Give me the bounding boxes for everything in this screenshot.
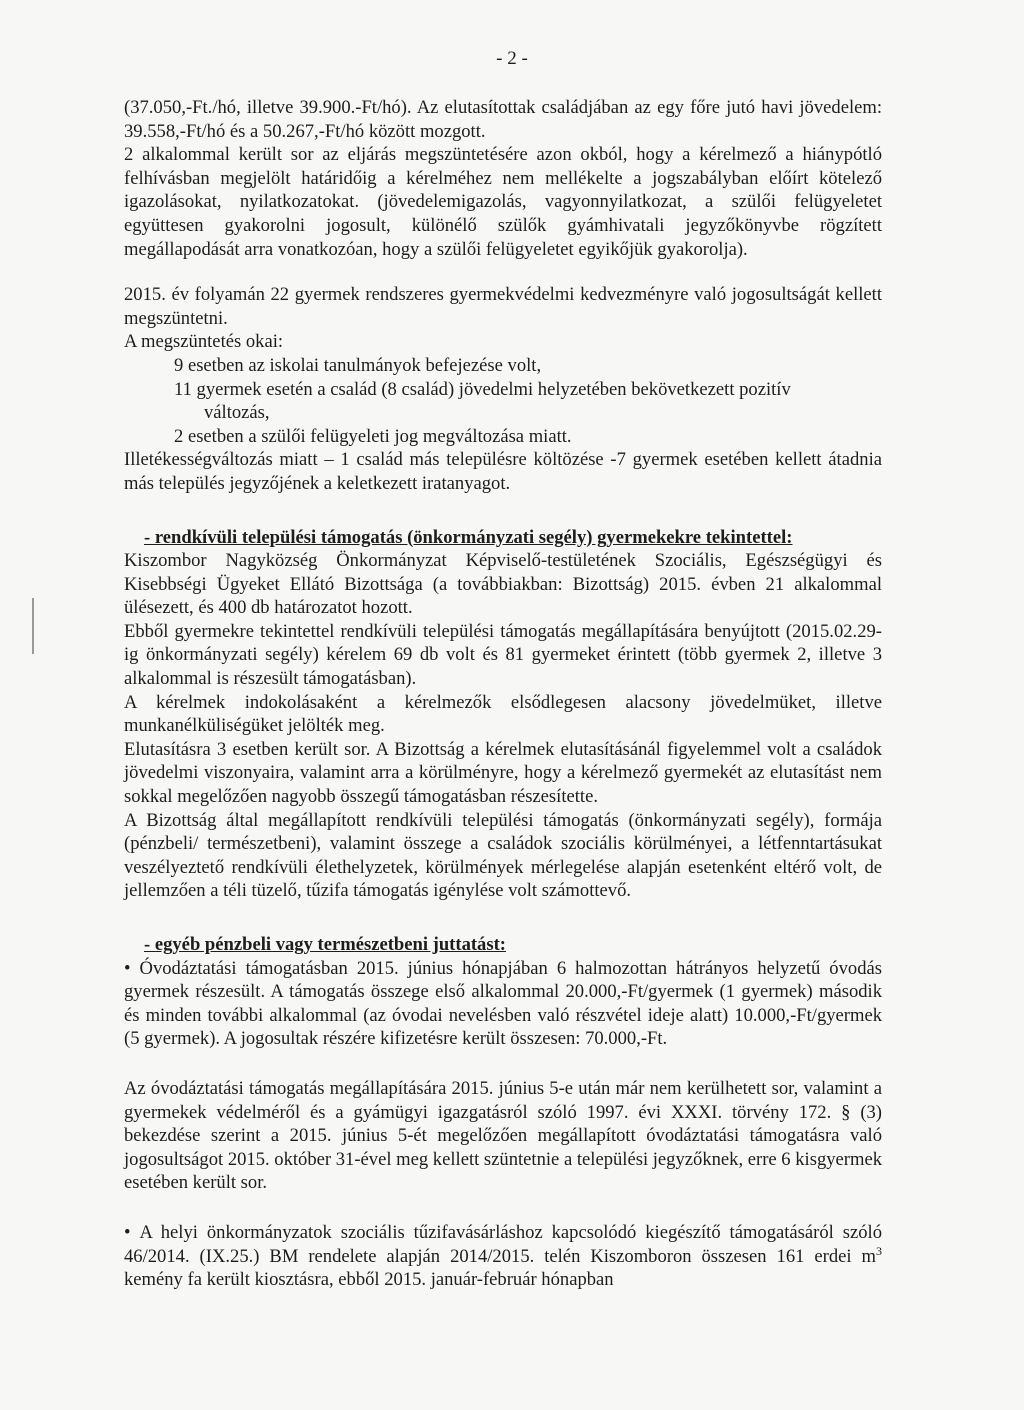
paragraph-income-range: (37.050,-Ft./hó, illetve 39.900.-Ft/hó). Az elutasítottak családjában az egy főre jutó havi jövedelem: 39.558,-Ft/hó és a 50.267,-Ft/hó között mozgott. bbox=[124, 97, 882, 142]
paragraph-application-reasons: A kérelmek indokolásaként a kérelmezők elsődlegesen alacsony jövedelmüket, illetve munkanélküliségüket jelölték meg. bbox=[124, 691, 882, 737]
page-number: - 2 - bbox=[496, 48, 528, 69]
paragraph-termination-reasons-label: A megszüntetés okai: bbox=[124, 331, 284, 353]
paragraph-support-forms: A Bizottság által megállapított rendkívüli települési támogatás (önkormányzati segély), formája (pénzbeli/ természetbeni), valamint összege a családok szociális körülményei, a létfenntartásukat veszélyeztető rendkívüli élethelyzetek, körülmények mérlegelése alapján esetenként eltérő volt, de jellemzően a téli tüzelő, tűzifa támogatás igénylése volt számottevő. bbox=[124, 809, 882, 902]
paragraph-rejections: Elutasításra 3 esetben került sor. A Bizottság a kérelmek elutasításánál figyelemmel volt a családok jövedelmi viszonyaira, valamint arra a körülményre, hogy a kérelmező gyermekét az elutasítást nem sokkal megelőzően nagyobb összegű támogatásban részesítette. bbox=[124, 738, 882, 808]
reason-item-income-continued: változás, bbox=[204, 402, 270, 424]
document-body bbox=[124, 96, 882, 1292]
paragraph-procedure-termination: 2 alkalommal került sor az eljárás megszüntetésére azon okból, hogy a kérelmező a hiánypótló felhívásban megjelölt határidőig a kérelméhez nem mellékelte a jogszabályban előírt kötelező igazolásokat, nyilatkozatokat. (jövedelemigazolás, vagyonnyilatkozat, a szülői felügyeletet együttesen gyakorolni jogosult, különélő szülők gyámhivatali jegyzőkönyvbe rögzített megállapodását arra vonatkozóan, hogy a szülői felügyeletet egyikőjük gyakorolja). bbox=[124, 144, 882, 260]
paragraph-entitlement-termination: 2015. év folyamán 22 gyermek rendszeres gyermekvédelmi kedvezményre való jogosultságát kellett megszüntetni. bbox=[124, 284, 882, 329]
paragraph-kindergarten-support-end: Az óvodáztatási támogatás megállapítására 2015. június 5-e után már nem kerülhetett sor, valamint a gyermekek védelméről és a gyámügyi igazgatásról szóló 1997. évi XXXI. törvény 172. § (3) bekezdése szerint a 2015. június 5-ét megelőzően megállapított óvodáztatási támogatásra való jogosultságot 2015. október 31-ével meg kellett szüntetnie a települési jegyzőknek, erre 6 kisgyermek esetében került sor. bbox=[124, 1077, 882, 1194]
reason-item-studies: 9 esetben az iskolai tanulmányok befejezése volt, bbox=[174, 354, 542, 376]
reason-item-income: 11 gyermek esetén a család (8 család) jövedelmi helyzetében bekövetkezett pozitív bbox=[174, 378, 791, 400]
bullet-firewood-support bbox=[124, 1221, 882, 1292]
firewood-text-part1: A helyi önkormányzatok szociális tűzifavásárláshoz kapcsolódó kiegészítő támogatásáról szóló 46/2014. (IX.25.) BM rendelete alapján 2014/2015. telén Kiszomboron összesen 161 erdei m bbox=[124, 1221, 882, 1267]
section-heading-other-benefits: - egyéb pénzbeli vagy természetbeni juttatást: bbox=[144, 934, 506, 955]
reason-item-custody: 2 esetben a szülői felügyeleti jog megváltozása miatt. bbox=[174, 425, 572, 447]
bullet-kindergarten-support: • Óvodáztatási támogatásban 2015. június hónapjában 6 halmozottan hátrányos helyzetű óvodás gyermek részesült. A támogatás összege első alkalommal 20.000,-Ft/gyermek (1 gyermek) második és minden további alkalommal (az óvodai nevelésben való részvétel ideje alatt) 10.000,-Ft/gyermek (5 gyermek). A jogosultak részére kifizetésre került összesen: 70.000,-Ft. bbox=[124, 957, 882, 1051]
section-heading-extraordinary-support: - rendkívüli települési támogatás (önkormányzati segély) gyermekekre tekintettel: bbox=[144, 526, 793, 548]
paragraph-jurisdiction-change: Illetékességváltozás miatt – 1 család más településre költözése -7 gyermek esetében kellett átadnia más település jegyzőjének a keletkezett iratanyagot. bbox=[124, 449, 882, 494]
paragraph-applications: Ebből gyermekre tekintettel rendkívüli települési támogatás megállapítására benyújtott (2015.02.29-ig önkormányzati segély) kérelem 69 db volt és 81 gyermeket érintett (több gyermek 2, illetve 3 alkalommal is részesült támogatásban). bbox=[124, 620, 882, 690]
firewood-text-part2: kemény fa került kiosztásra, ebből 2015. január-február hónapban bbox=[124, 1269, 614, 1291]
scan-artifact-mark bbox=[32, 598, 34, 654]
paragraph-committee-sessions: Kiszombor Nagyközség Önkormányzat Képviselő-testületének Szociális, Egészségügyi és Kisebbségi Ügyeket Ellátó Bizottsága (a továbbiakban: Bizottság) 2015. évben 21 alkalommal ülésezett, és 400 db határozatot hozott. bbox=[124, 550, 882, 619]
cubic-superscript: 3 bbox=[876, 1243, 882, 1258]
